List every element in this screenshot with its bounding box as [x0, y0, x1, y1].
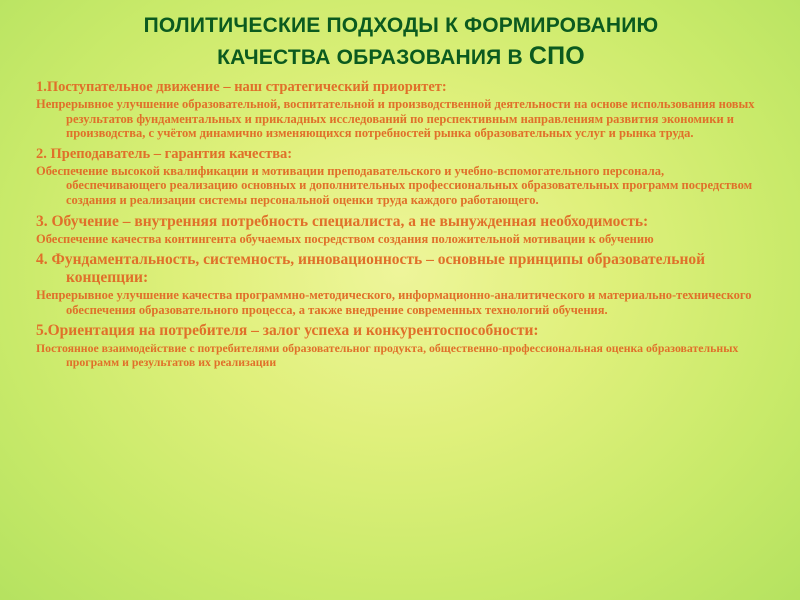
section-5: [36, 322, 766, 369]
section-text: Постоянное взаимодействие с потребителями образовательног продукта, общественно-профессиональная оценка образовательных программ и результатов их реализации: [36, 341, 739, 370]
section-4: [36, 251, 766, 317]
page-title: [36, 10, 766, 73]
section-text: Непрерывное улучшение качества программно-методического, информационно-аналитического и материально-технического обеспечения образовательного процесса, а также внедрение современных технологий обучения.: [36, 288, 752, 317]
section-3: [36, 213, 766, 247]
section-2: [36, 146, 766, 208]
section-heading: 3. Обучение – внутренняя потребность специалиста, а не вынужденная необходимость:: [36, 212, 649, 230]
section-1: [36, 79, 766, 141]
section-text: Непрерывное улучшение образовательной, воспитательной и производственной деятельности на основе использования новых результатов фундаментальных и прикладных исследований по перспективным направлениям развития экономики и производства, с учётом динамично изменяющихся потребностей рынка образовательных услуг и рынка труда.: [36, 97, 755, 141]
title-line-2-prefix: КАЧЕСТВА ОБРАЗОВАНИЯ В: [217, 46, 529, 69]
section-heading: 5.Ориентация на потребителя – залог успеха и конкурентоспособности:: [36, 322, 539, 340]
title-line-2-suffix: СПО: [528, 42, 585, 70]
section-text: Обеспечение высокой квалификации и мотивации преподавательского и учебно-вспомогательного персонала, обеспечивающего реализацию основных и дополнительных профессиональных образовательных программ посредством создания и реализации системы персональной оценки труда каждого работающего.: [36, 163, 753, 207]
title-line-1: ПОЛИТИЧЕСКИЕ ПОДХОДЫ К ФОРМИРОВАНИЮ: [143, 14, 659, 37]
section-text: Обеспечение качества контингента обучаемых посредством создания положительной мотивации к обучению: [36, 231, 654, 246]
section-heading: 4. Фундаментальность, системность, инновационность – основные принципы образовательной концепции:: [36, 251, 706, 287]
section-heading: 2. Преподаватель – гарантия качества:: [36, 145, 293, 162]
section-heading: 1.Поступательное движение – наш стратегический приоритет:: [36, 79, 447, 95]
